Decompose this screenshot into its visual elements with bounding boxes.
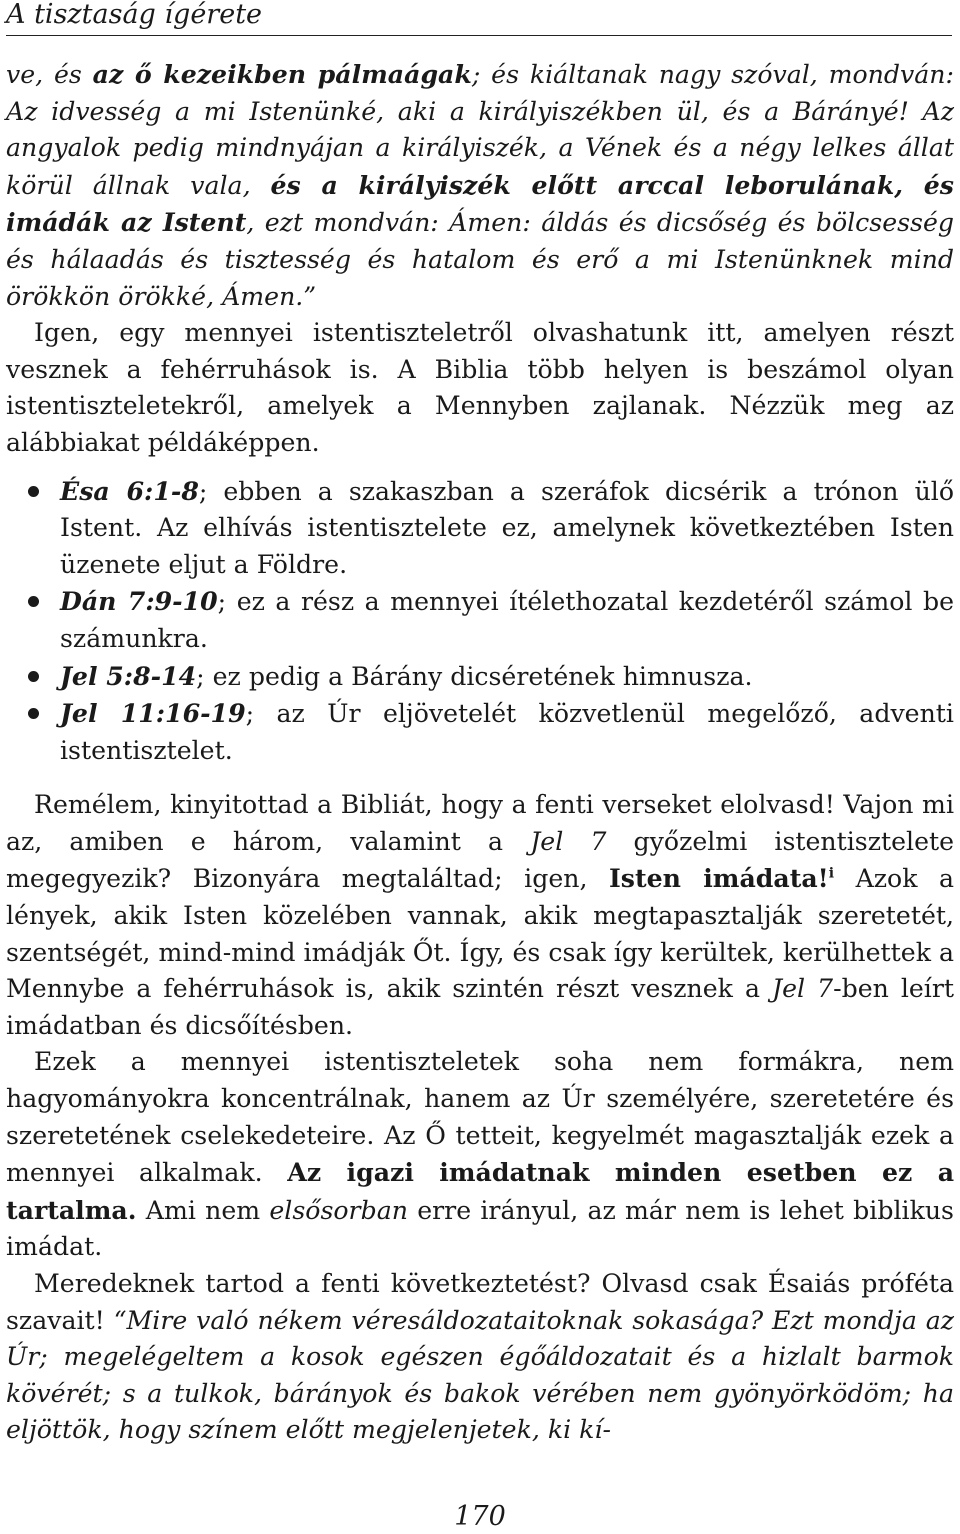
p4-text-a: Ezek a mennyei istentiszteletek soha nem formákra, nem hagyományokra koncentrálnak, hanem az Úr személyére, szeretetére és szeretetének cselekedeteire. Az Ő tetteit, kegyelmét magasztalják ezek a mennyei alkalmak. (6, 1047, 954, 1188)
list-item (6, 473, 954, 584)
header-rule (6, 35, 952, 36)
p3-text-b: győzelmi istentisztelete megegyezik? Bizonyára megtaláltad; igen, (6, 826, 955, 894)
p1-text-a: ve, és (6, 60, 93, 89)
p1-bold-b: és a királyiszék előtt arccal leborulának, és imádák az Istent (6, 169, 954, 238)
paragraph-1 (6, 56, 954, 315)
bullet-icon (28, 486, 39, 497)
p3-bold: Isten imádata! (609, 863, 829, 894)
p4-text-c: erre irányul, az már nem is lehet biblikus imádat. (6, 1195, 954, 1262)
bullet-icon (28, 708, 39, 719)
p4-text-b: Ami nem (136, 1195, 270, 1225)
p5-text-a: Meredeknek tartod a fenti következtetést? Olvasd csak Ésaiás próféta szavait! (6, 1269, 954, 1335)
p4-bold: Az igazi imádatnak minden esetben ez a tartalma. (6, 1157, 955, 1225)
paragraph-5 (6, 1266, 954, 1449)
reference-link: Ésa 6:1-8 (60, 475, 199, 506)
bullet-icon (28, 596, 39, 607)
paragraph-3 (6, 787, 954, 1044)
p3-reference-2: Jel 7 (771, 974, 834, 1004)
p3-reference: Jel 7 (530, 826, 607, 856)
body-text (6, 56, 954, 1449)
reference-link: Jel 5:8-14 (60, 660, 197, 691)
running-header (0, 0, 960, 36)
list-item (6, 583, 954, 657)
list-item (6, 658, 954, 696)
list-item-text: ; ebben a szakaszban a szeráfok dicsérik a trónon ülő Istent. Az elhívás istentisztelete ez, amelynek következtében Isten üzenete eljut a Földre. (60, 476, 955, 579)
paragraph-2: Igen, egy mennyei istentiszteletről olvashatunk itt, amelyen részt vesznek a fehérruhások is. A Biblia több helyen is beszámol olyan istentiszteletekről, amelyek a Mennyben zajlanak. Nézzük meg az alábbiakat példáképpen. (6, 318, 954, 457)
p1-text-b: ; és kiáltanak nagy szóval, mondván: Az idvesség a mi Istenünké, aki a királyiszékben ül, és a Bárányé! Az angyalok pedig mindnyájan a királyiszék, a Vének és a négy lelkes állat körül állnak vala, (6, 60, 954, 200)
list-item-text: ; ez pedig a Bárány dicséretének himnusza. (196, 661, 753, 691)
reference-list (6, 473, 954, 770)
p1-text-c: , ezt mondván: Ámen: áldás és dicsőség és bölcsesség és hálaadás és tisztesség és hatalom és erő a mi Istenünknek mind örökkön örökké, Ámen.” (6, 208, 954, 311)
reference-link: Jel 11:16-19 (60, 698, 246, 729)
paragraph-4 (6, 1044, 954, 1266)
p3-text-a: Remélem, kinyitottad a Bibliát, hogy a fenti verseket elolvasd! Vajon mi az, amiben e három, valamint a (6, 790, 954, 856)
p3-text-d: -ben leírt imádatban és dicsőítésben. (6, 974, 955, 1040)
list-item (6, 695, 954, 769)
p5-quote: “Mire való nékem véresáldozataitoknak sokasága? Ezt mondja az Úr; megelégeltem a kosok egészen égőáldozatait és a hizlalt barmok kövérét; s a tulkok, bárányok és bakok vérében nem gyönyörködöm; ha eljöttök, hogy színem előtt megjelenjetek, ki kí- (6, 1305, 954, 1445)
bullet-icon (28, 671, 39, 682)
list-item-text: ; az Úr eljövetelét közvetlenül megelőző, adventi istentisztelet. (60, 699, 954, 765)
footnote-marker[interactable]: i (828, 866, 835, 883)
p1-bold-a: az ő kezeikben pálmaágak (92, 59, 472, 89)
p4-italic: elsősorban (269, 1195, 408, 1225)
p3-text-c: Azok a lények, akik Isten közelében vannak, akik megtapasztalják szeretetét, szentségét, mind-mind imádják Őt. Így, és csak így kerültek, kerülhettek a Mennybe a fehérruhások is, akik szintén részt vesznek a (6, 864, 954, 1004)
list-item-text: ; ez a rész a mennyei ítélethozatal kezdetéről számol be számunkra. (60, 587, 955, 653)
reference-link: Dán 7:9-10 (60, 586, 218, 617)
header-title: A tisztaság ígérete (6, 0, 263, 30)
page-number: 170 (454, 1501, 506, 1532)
